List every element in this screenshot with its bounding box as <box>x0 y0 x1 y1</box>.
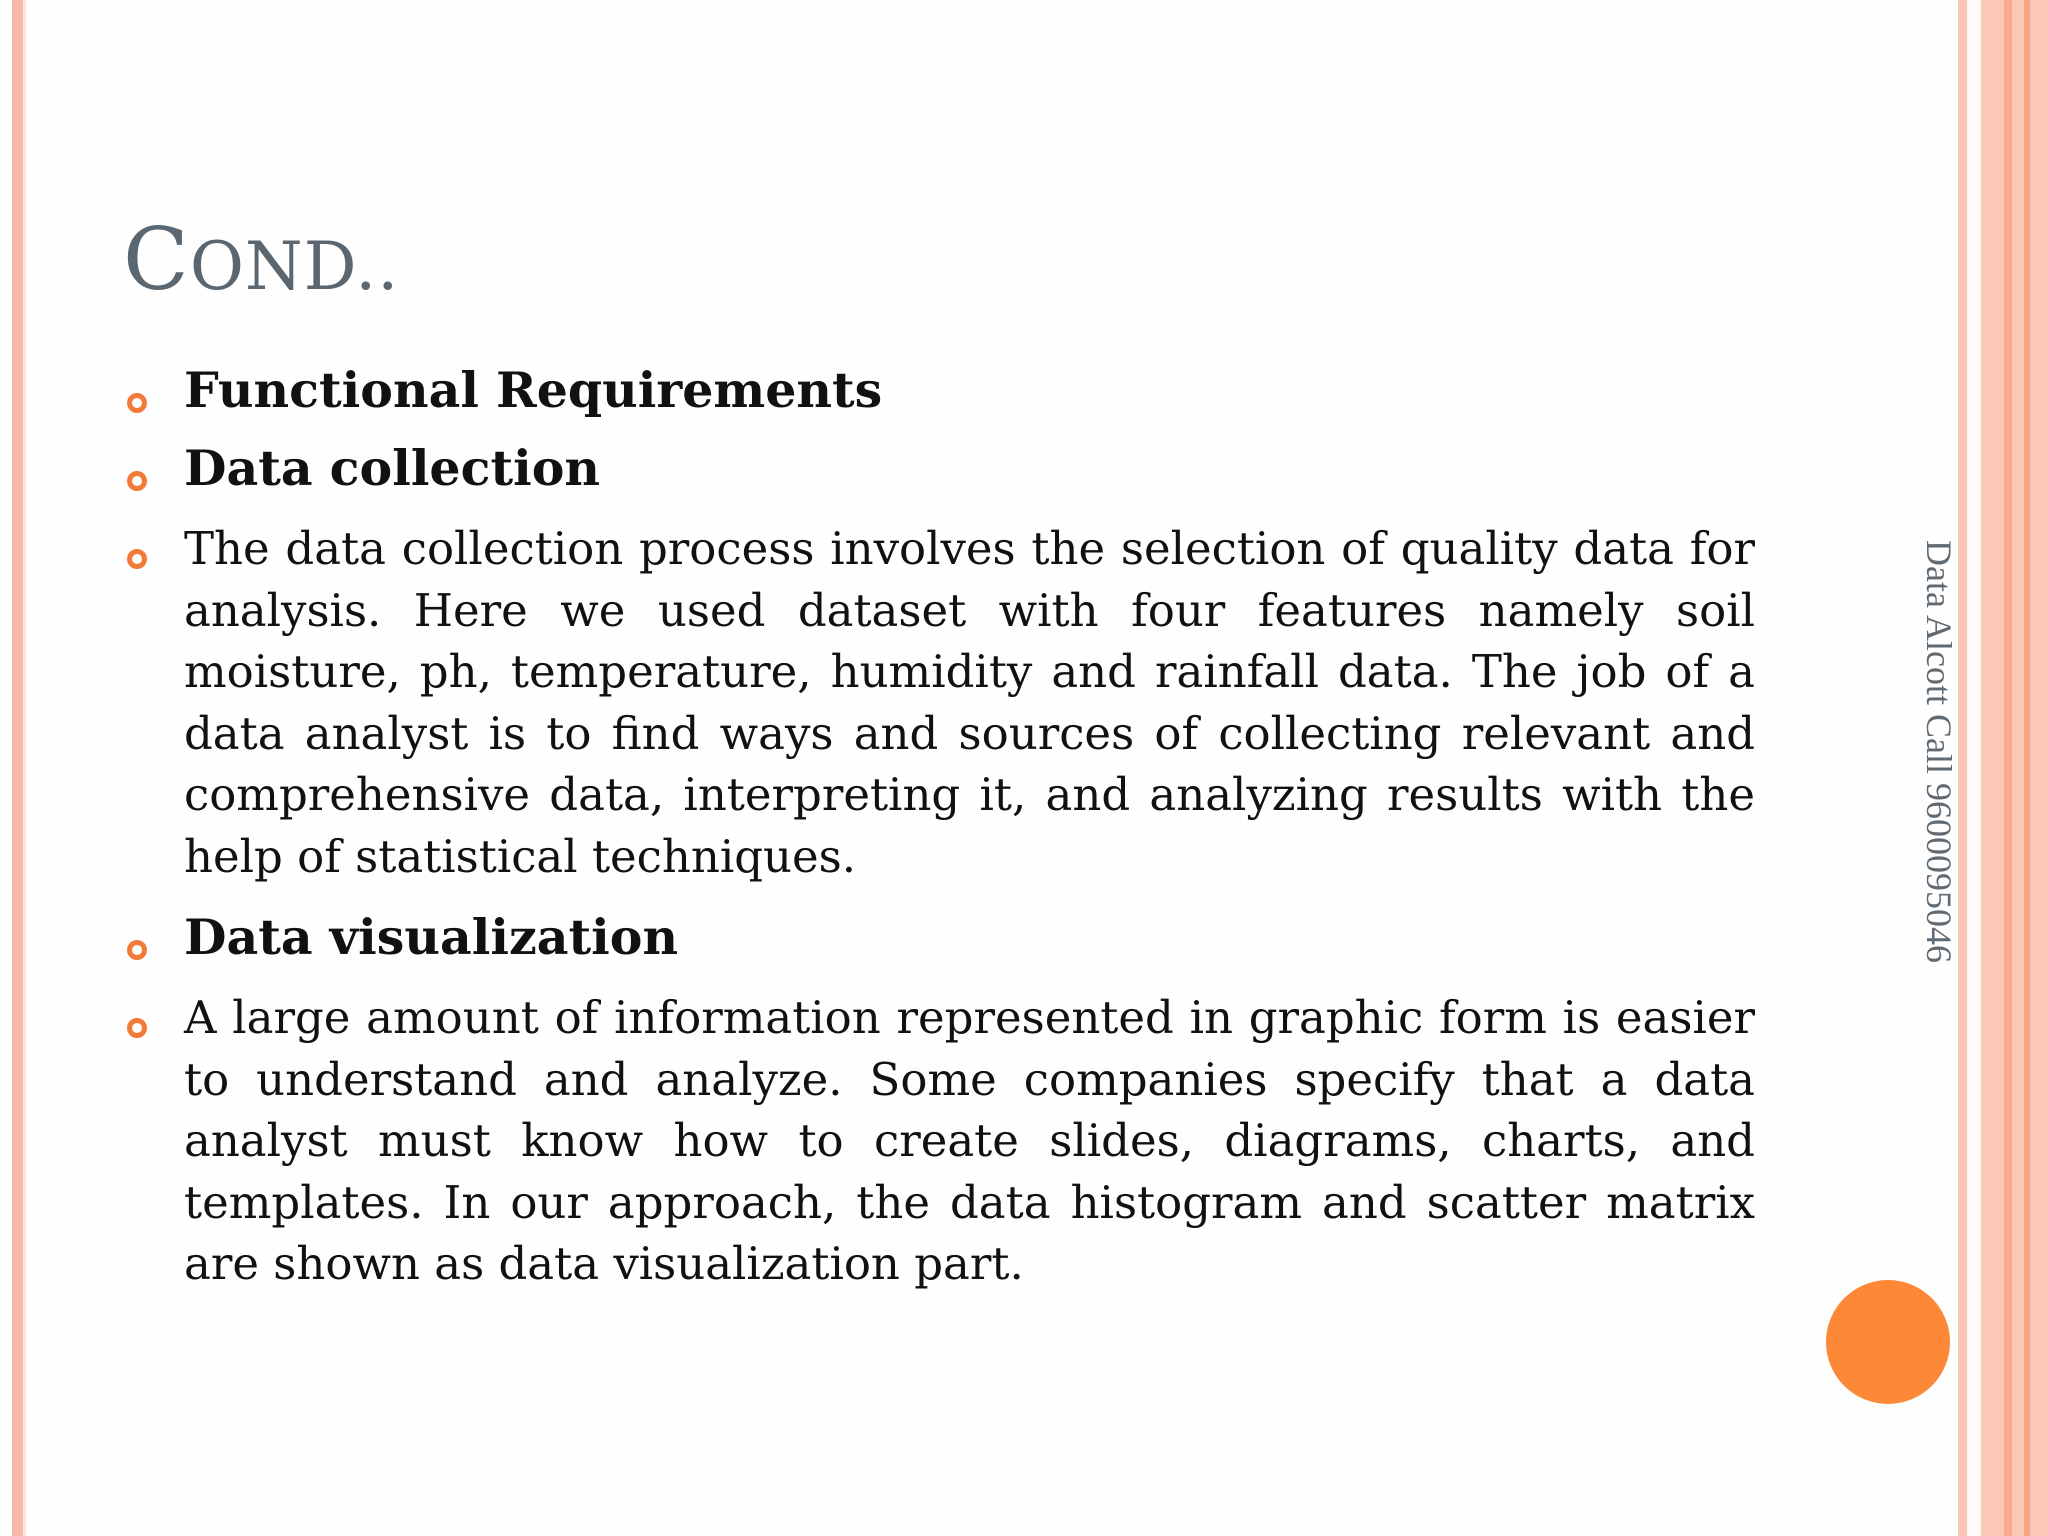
bullet-item-data-collection-description <box>123 518 1755 887</box>
bullet-heading: Functional Requirements <box>184 361 883 419</box>
orange-accent-circle <box>1826 1280 1950 1404</box>
bullet-item-data-collection <box>123 440 1755 496</box>
left-decorative-stripe-inner <box>23 0 26 1536</box>
bullet-item-data-visualization-description <box>123 987 1755 1295</box>
bullet-circle-icon <box>127 471 147 491</box>
vertical-watermark-text: Data Alcott Call 9600095046 <box>1919 540 1959 963</box>
bullet-circle-icon <box>127 940 147 960</box>
slide-title <box>123 210 399 310</box>
bullet-heading: Data collection <box>184 439 600 497</box>
right-decorative-line-2 <box>2024 0 2030 1536</box>
bullet-item-data-visualization <box>123 909 1755 965</box>
slide-title-first-letter: C <box>123 210 190 310</box>
right-decorative-line-1 <box>2004 0 2012 1536</box>
bullet-circle-icon <box>127 393 147 413</box>
bullet-circle-icon <box>127 1018 147 1038</box>
bullet-paragraph: The data collection process involves the selection of quality data for analysis. Here we used dataset with four features namely soil moisture, ph, temperature, humidity and rainfall data. The job of a data analyst is to find ways and sources of collecting relevant and comprehensive data, interpreting it, and analyzing results with the help of statistical techniques. <box>184 522 1755 883</box>
bullet-heading: Data visualization <box>184 908 679 966</box>
left-decorative-stripe <box>12 0 23 1536</box>
right-decorative-band <box>1981 0 2048 1536</box>
slide-title-rest: OND.. <box>189 228 400 305</box>
bullet-paragraph: A large amount of information represented in graphic form is easier to understand and analyze. Some companies specify that a data analyst must know how to create slides, diagrams, charts, and templates. In our approach, the data histogram and scatter matrix are shown as data visualization part. <box>184 991 1755 1290</box>
bullet-circle-icon <box>127 549 147 569</box>
bullet-list <box>123 362 1755 1317</box>
right-decorative-gap <box>1967 0 1981 1536</box>
bullet-item-functional-requirements <box>123 362 1755 418</box>
